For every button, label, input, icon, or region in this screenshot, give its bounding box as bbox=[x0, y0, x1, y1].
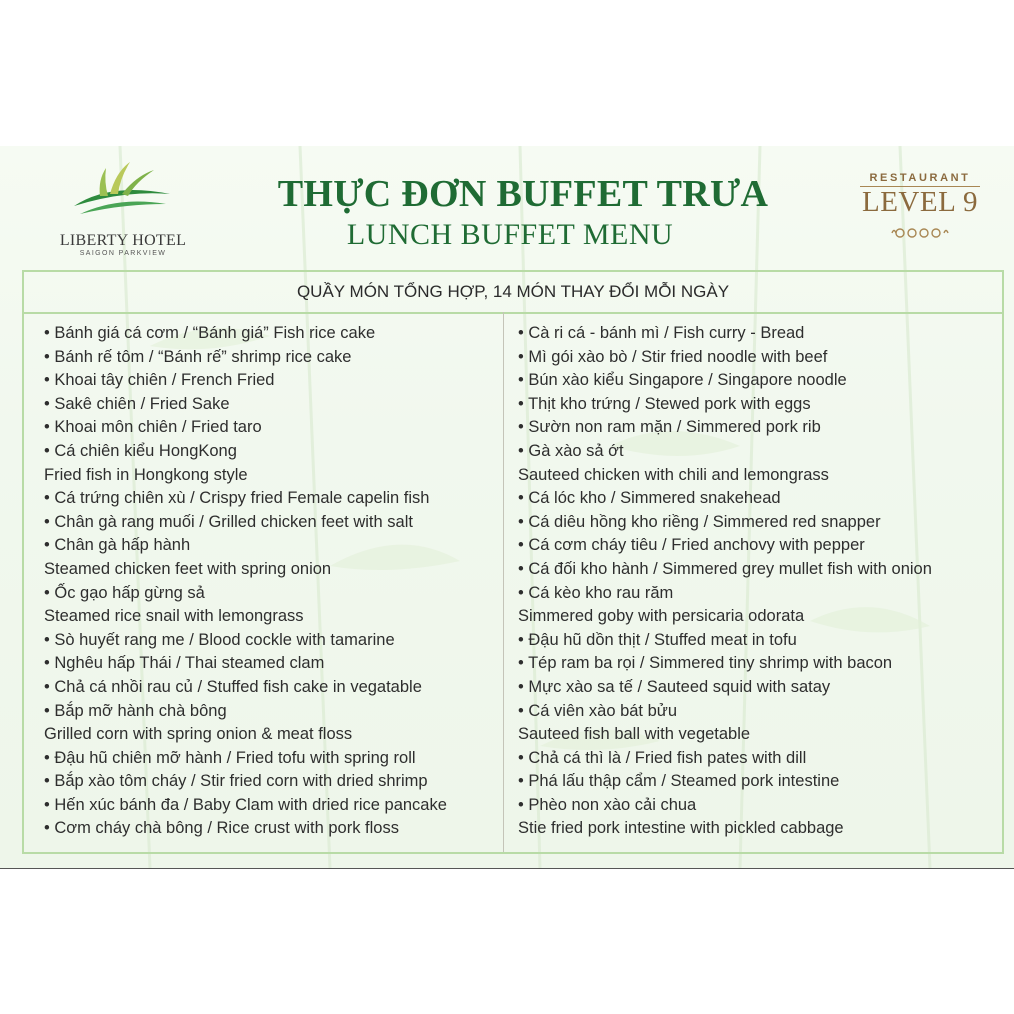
menu-column-right bbox=[518, 322, 988, 841]
menu-item-line: Sauteed fish ball with vegetable bbox=[518, 725, 751, 744]
hotel-subtitle: SAIGON PARKVIEW bbox=[79, 250, 167, 257]
ornament-icon bbox=[890, 224, 950, 242]
menu-item-line: • Khoai môn chiên / Fried taro bbox=[44, 418, 262, 437]
menu-item-line: • Cá diêu hồng kho riềng / Simmered red snapper bbox=[518, 512, 881, 531]
menu-item-line: • Cá lóc kho / Simmered snakehead bbox=[518, 489, 781, 508]
menu-item-line: Steamed chicken feet with spring onion bbox=[44, 559, 332, 578]
menu-item-line: • Chả cá nhồi rau củ / Stuffed fish cake in vegatable bbox=[44, 677, 422, 696]
restaurant-level9-badge bbox=[852, 172, 988, 252]
menu-header: QUẦY MÓN TỔNG HỢP, 14 MÓN THAY ĐỔI MỖI NGÀY bbox=[24, 272, 1002, 314]
menu-item-line: • Đậu hũ chiên mỡ hành / Fried tofu with spring roll bbox=[44, 748, 416, 767]
menu-item-line: Grilled corn with spring onion & meat floss bbox=[44, 725, 353, 744]
menu-item-line: Fried fish in Hongkong style bbox=[44, 465, 248, 484]
hotel-name: LIBERTY HOTEL bbox=[59, 232, 187, 249]
menu-item-line: • Chả cá thì là / Fried fish pates with dill bbox=[518, 748, 807, 767]
menu-item-line: Sauteed chicken with chili and lemongrass bbox=[518, 465, 829, 484]
menu-item-line: Steamed rice snail with lemongrass bbox=[44, 607, 304, 626]
badge-level-label: LEVEL 9 bbox=[862, 186, 978, 218]
menu-item-line: • Mì gói xào bò / Stir fried noodle with beef bbox=[518, 347, 828, 366]
menu-item-line: • Phá lấu thập cẩm / Steamed pork intestine bbox=[518, 772, 840, 791]
menu-item-line: • Phèo non xào cải chua bbox=[518, 795, 697, 814]
menu-item-line: • Bánh rế tôm / “Bánh rế” shrimp rice cake bbox=[44, 347, 352, 366]
menu-column-left bbox=[44, 322, 499, 841]
title-vietnamese: THỰC ĐƠN BUFFET TRƯA bbox=[277, 173, 769, 215]
menu-item-line: • Chân gà hấp hành bbox=[44, 536, 191, 555]
menu-item-line: • Tép ram ba rọi / Simmered tiny shrimp with bacon bbox=[518, 654, 893, 673]
menu-sheet bbox=[0, 146, 1014, 869]
menu-item-line: • Cá viên xào bát bửu bbox=[518, 701, 677, 720]
menu-item-line: • Cá trứng chiên xù / Crispy fried Female capelin fish bbox=[44, 489, 430, 508]
menu-item-line: • Bắp mỡ hành chà bông bbox=[44, 701, 227, 720]
menu-item-line: • Sườn non ram mặn / Simmered pork rib bbox=[518, 418, 821, 437]
menu-item-line: • Bắp xào tôm cháy / Stir fried corn with dried shrimp bbox=[44, 772, 428, 791]
menu-item-line: • Bún xào kiểu Singapore / Singapore noodle bbox=[518, 371, 847, 390]
menu-item-line: • Sakê chiên / Fried Sake bbox=[44, 394, 230, 413]
menu-item-line: • Khoai tây chiên / French Fried bbox=[44, 371, 275, 390]
menu-item-line: • Cá đối kho hành / Simmered grey mullet fish with onion bbox=[518, 559, 932, 578]
menu-item-line: • Cà ri cá - bánh mì / Fish curry - Bread bbox=[518, 324, 805, 342]
menu-item-line: • Thịt kho trứng / Stewed pork with eggs bbox=[518, 394, 811, 413]
menu-item-line: • Mực xào sa tế / Sauteed squid with satay bbox=[518, 677, 831, 696]
menu-item-line: • Nghêu hấp Thái / Thai steamed clam bbox=[44, 654, 325, 673]
liberty-hotel-logo bbox=[48, 160, 198, 260]
column-divider bbox=[503, 312, 504, 852]
menu-item-line: • Cá kèo kho rau răm bbox=[518, 583, 674, 602]
menu-item-line: Stie fried pork intestine with pickled cabbage bbox=[518, 819, 844, 838]
menu-item-line: • Sò huyết rang me / Blood cockle with tamarine bbox=[44, 630, 395, 649]
menu-box bbox=[22, 270, 1004, 854]
menu-item-line: • Bánh giá cá cơm / “Bánh giá” Fish rice cake bbox=[44, 324, 376, 342]
menu-item-line: • Ốc gạo hấp gừng sả bbox=[44, 583, 205, 602]
menu-item-line: Simmered goby with persicaria odorata bbox=[518, 607, 805, 626]
menu-item-line: • Đậu hũ dồn thịt / Stuffed meat in tofu bbox=[518, 630, 797, 649]
title-english: LUNCH BUFFET MENU bbox=[346, 218, 674, 251]
menu-item-line: • Gà xào sả ớt bbox=[518, 441, 624, 460]
menu-item-line: • Cá chiên kiểu HongKong bbox=[44, 441, 237, 460]
menu-item-line: • Cá cơm cháy tiêu / Fried anchovy with pepper bbox=[518, 536, 865, 555]
leaf-logo-icon bbox=[70, 160, 176, 230]
menu-item-line: • Cơm cháy chà bông / Rice crust with pork floss bbox=[44, 819, 399, 838]
badge-restaurant-label: RESTAURANT bbox=[869, 172, 971, 184]
menu-item-line: • Chân gà rang muối / Grilled chicken feet with salt bbox=[44, 512, 413, 531]
menu-item-line: • Hến xúc bánh đa / Baby Clam with dried rice pancake bbox=[44, 795, 447, 814]
